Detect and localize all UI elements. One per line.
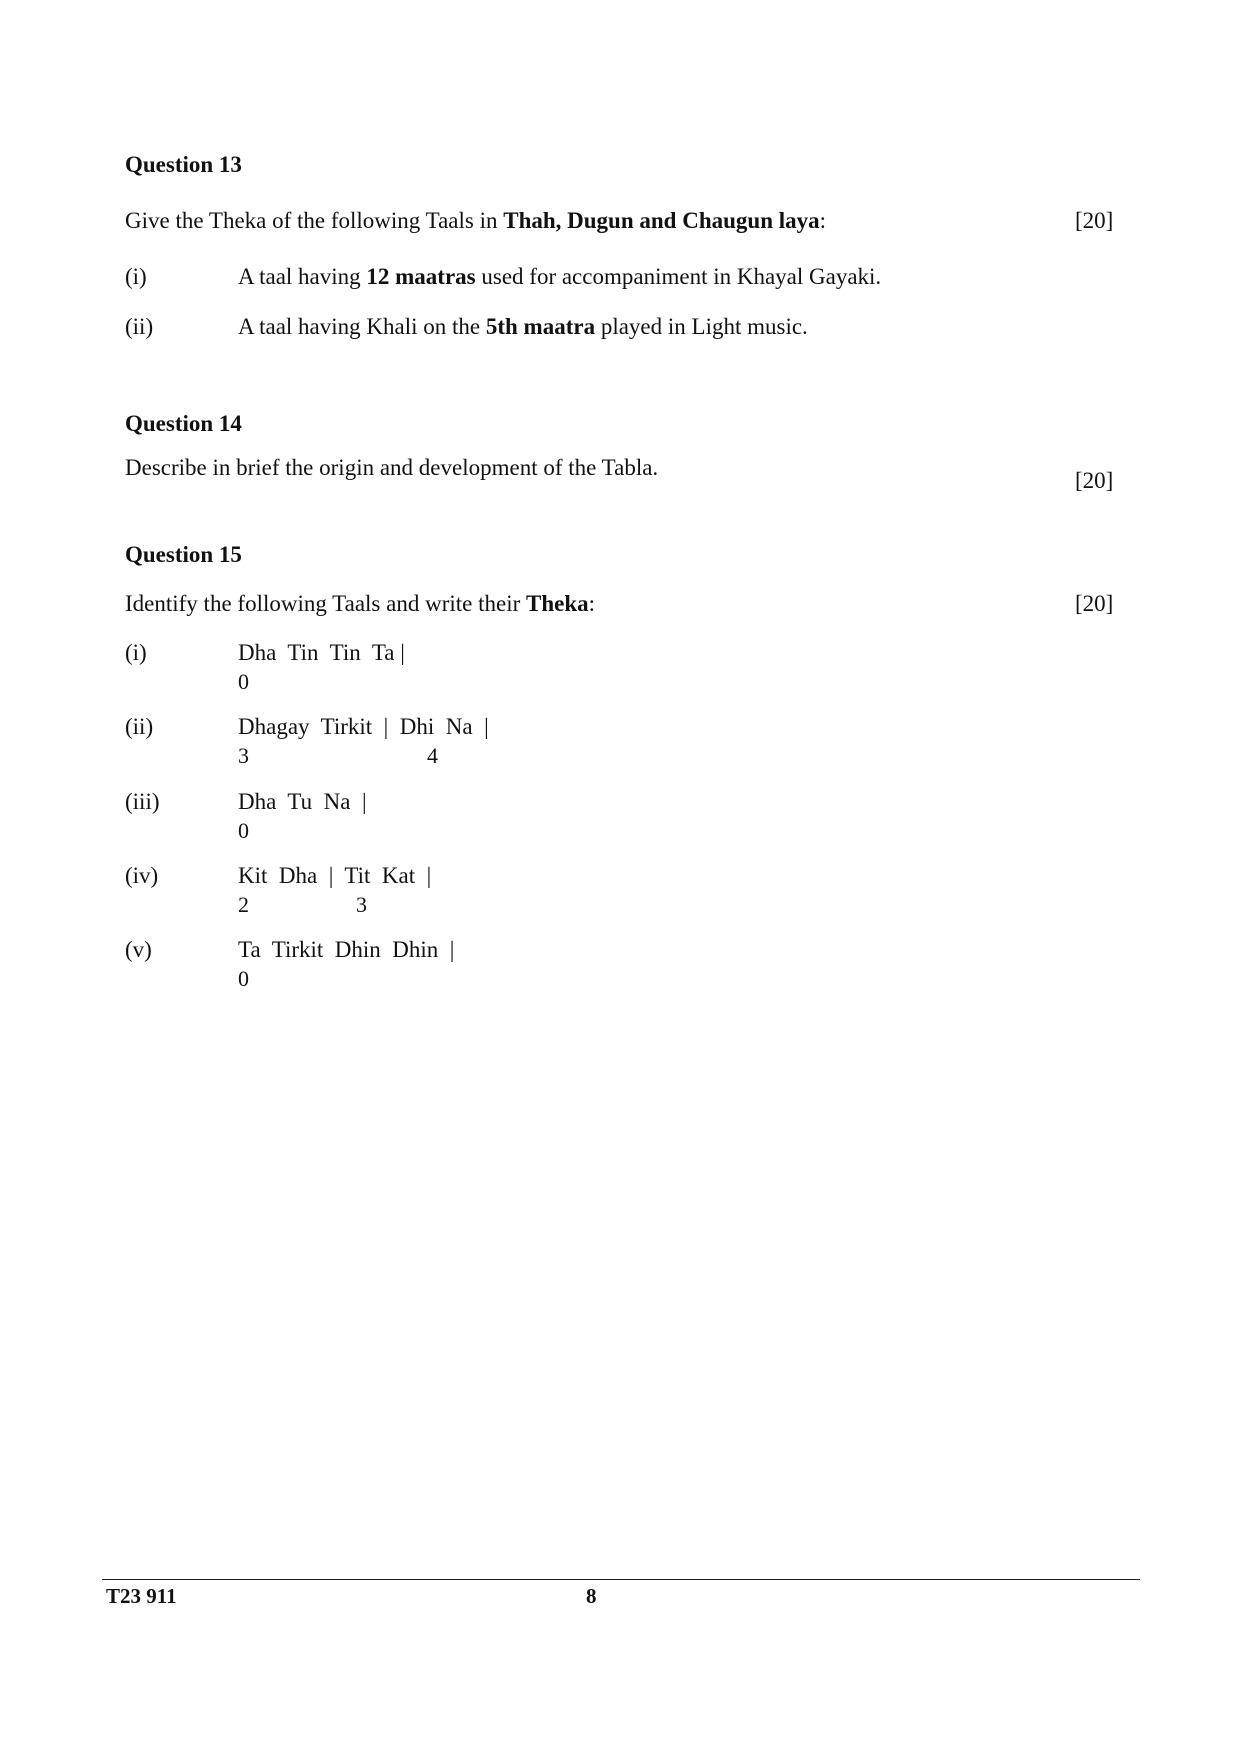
q15-item-num: (ii): [125, 714, 154, 739]
footer-paper-code: T23 911: [106, 1584, 177, 1608]
q15-stem-bold: Theka: [526, 591, 589, 616]
q13-item-bold: 12 maatras: [366, 264, 476, 289]
q15-item-num: (iv): [125, 863, 159, 888]
q13-item-pre: A taal having: [238, 264, 367, 289]
q15-item-tali-mark: 0: [238, 818, 249, 843]
q13-stem: [125, 208, 826, 234]
q15-item-num: (i): [125, 640, 147, 665]
q13-stem-post: :: [819, 208, 827, 233]
q13-item-num: (i): [125, 264, 147, 289]
q13-item-text: [238, 264, 881, 290]
q13-heading: Question 13: [125, 152, 242, 177]
q15-item-num: (v): [125, 937, 152, 962]
q15-item-bols: Dha Tin Tin Ta |: [238, 640, 405, 665]
q13-stem-bold: Thah, Dugun and Chaugun laya: [503, 208, 820, 233]
q13-stem-pre: Give the Theka of the following Taals in: [125, 208, 504, 233]
q15-item-bols: Ta Tirkit Dhin Dhin |: [238, 937, 455, 962]
q13-item-text: [238, 314, 808, 340]
footer-page-number: 8: [586, 1584, 597, 1608]
q15-item-bols: Dha Tu Na |: [238, 789, 367, 814]
q15-item-tali-mark: 2: [238, 892, 249, 917]
q13-marks: [20]: [1075, 208, 1114, 233]
footer-rule: [102, 1579, 1140, 1580]
q13-item-num: (ii): [125, 314, 154, 339]
q13-item-bold: 5th maatra: [485, 314, 596, 339]
q15-item-num: (iii): [125, 789, 160, 814]
q15-stem: [125, 591, 595, 617]
q15-marks: [20]: [1075, 591, 1114, 616]
q15-heading: Question 15: [125, 542, 242, 567]
q15-item-tali-mark: 3: [238, 743, 249, 768]
q15-item-tali-mark: 0: [238, 966, 249, 991]
q14-stem: Describe in brief the origin and development of the Tabla.: [125, 455, 659, 480]
q15-stem-post: :: [588, 591, 596, 616]
q15-stem-pre: Identify the following Taals and write their: [125, 591, 526, 616]
q14-marks: [20]: [1075, 468, 1114, 493]
q13-item-post: used for accompaniment in Khayal Gayaki.: [475, 264, 882, 289]
q15-item-tali-mark: 3: [356, 892, 367, 917]
q15-item-bols: Kit Dha | Tit Kat |: [238, 863, 432, 888]
q15-item-bols: Dhagay Tirkit | Dhi Na |: [238, 714, 489, 739]
q14-heading: Question 14: [125, 411, 242, 436]
q13-item-pre: A taal having Khali on the: [238, 314, 486, 339]
q15-item-tali-mark: 0: [238, 669, 249, 694]
q13-item-post: played in Light music.: [595, 314, 808, 339]
q15-item-tali-mark: 4: [427, 743, 438, 768]
